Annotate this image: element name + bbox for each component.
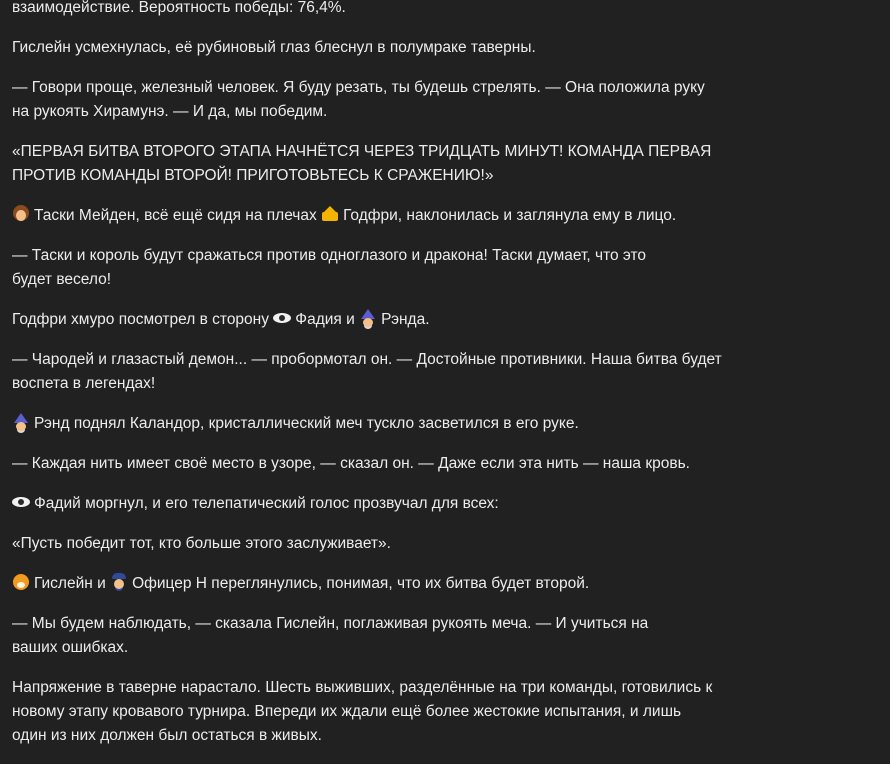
paragraph-3: — Говори проще, железный человек. Я буду резать, ты будешь стрелять. — Она положила руку на рукоять Хирамунэ. — И да, мы победим. xyxy=(12,79,705,120)
paragraph-7 xyxy=(12,308,772,332)
paragraph-1: взаимодействие. Вероятность победы: 76,4%. xyxy=(12,0,346,16)
crown-icon xyxy=(321,205,339,223)
paragraph-7-part2: Фадия и xyxy=(295,311,355,328)
chat-message xyxy=(12,0,772,764)
mage-icon xyxy=(359,309,377,327)
girl-icon xyxy=(12,205,30,223)
paragraph-5 xyxy=(12,204,772,228)
eye-icon xyxy=(273,309,291,327)
paragraph-12: «Пусть победит тот, кто больше этого заслуживает». xyxy=(12,535,391,552)
paragraph-13-part1: Гислейн и xyxy=(34,575,106,592)
paragraph-11-text: Фадий моргнул, и его телепатический голос прозвучал для всех: xyxy=(34,495,499,512)
eye-icon xyxy=(12,493,30,511)
paragraph-4-announcement: «ПЕРВАЯ БИТВА ВТОРОГО ЭТАПА НАЧНЁТСЯ ЧЕРЕЗ ТРИДЦАТЬ МИНУТ! КОМАНДА ПЕРВАЯ ПРОТИВ КОМАНДЫ ВТОРОЙ! ПРИГОТОВЬТЕСЬ К СРАЖЕНИЮ!» xyxy=(12,143,712,184)
paragraph-13 xyxy=(12,572,772,596)
paragraph-10: — Каждая нить имеет своё место в узоре, — сказал он. — Даже если эта нить — наша кровь. xyxy=(12,455,690,472)
paragraph-14: — Мы будем наблюдать, — сказала Гислейн, поглаживая рукоять меча. — И учиться на ваших ошибках. xyxy=(12,615,649,656)
paragraph-5-part1: Таски Мейден, всё ещё сидя на плечах xyxy=(34,207,317,224)
paragraph-13-part2: Офицер Н переглянулись, понимая, что их битва будет второй. xyxy=(132,575,590,592)
paragraph-15: Напряжение в таверне нарастало. Шесть выживших, разделённые на три команды, готовились к новому этапу кровавого турнира. Впереди их ждали ещё более жестокие испытания, и лишь один из них должен был остаться в живых. xyxy=(12,679,713,744)
officer-icon xyxy=(110,573,128,591)
paragraph-11 xyxy=(12,492,772,516)
mage-icon xyxy=(12,413,30,431)
paragraph-2: Гислейн усмехнулась, её рубиновый глаз блеснул в полумраке таверны. xyxy=(12,39,536,56)
paragraph-6: — Таски и король будут сражаться против одноглазого и дракона! Таски думает, что это будет весело! xyxy=(12,247,647,288)
paragraph-9 xyxy=(12,412,772,436)
paragraph-9-text: Рэнд поднял Каландор, кристаллический меч тускло засветился в его руке. xyxy=(34,415,579,432)
paragraph-8: — Чародей и глазастый демон... — пробормотал он. — Достойные противники. Наша битва будет воспета в легендах! xyxy=(12,351,722,392)
tiger-icon xyxy=(12,573,30,591)
paragraph-7-part3: Рэнда. xyxy=(381,311,430,328)
paragraph-5-part2: Годфри, наклонилась и заглянула ему в лицо. xyxy=(343,207,677,224)
paragraph-7-part1: Годфри хмуро посмотрел в сторону xyxy=(12,311,269,328)
